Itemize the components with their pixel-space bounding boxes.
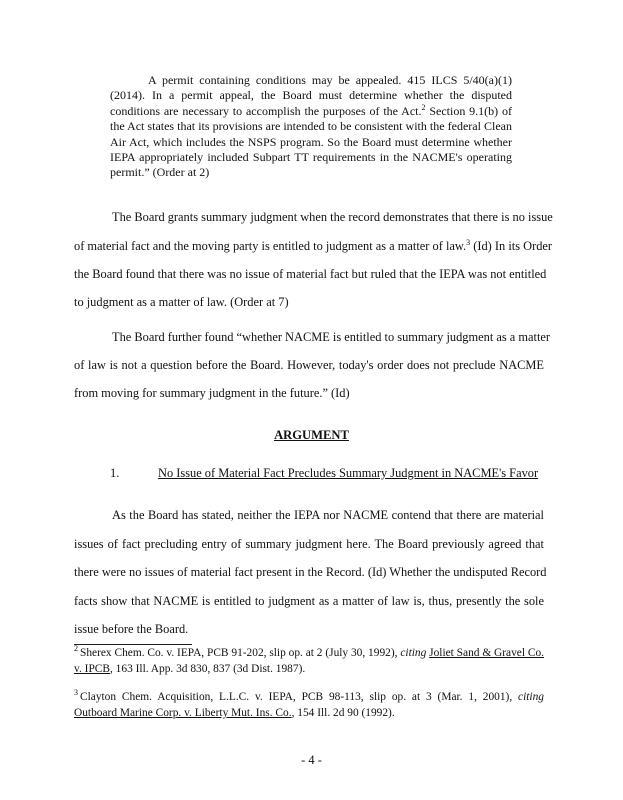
footnote-citing: citing xyxy=(400,647,427,659)
subsection-title: No Issue of Material Fact Precludes Summary Judgment in NACME's Favor xyxy=(158,466,539,480)
para1-line-3: the Board found that there was no issue of material fact but ruled that the IEPA was not entitled xyxy=(74,267,547,281)
page-number: - 4 - xyxy=(301,753,322,767)
section-heading: ARGUMENT xyxy=(274,428,349,442)
para3-line-3: there were no issues of material fact present in the Record. (Id) Whether the undisputed Record xyxy=(74,565,547,579)
para3-line-4: facts show that NACME is entitled to judgment as a matter of law is, thus, presently the sole xyxy=(74,594,544,608)
footnote-citing: citing xyxy=(518,691,544,703)
footnote-text: Clayton Chem. Acquisition, L.L.C. v. IEPA, PCB 98-113, slip op. at 3 (Mar. 1, 2001), xyxy=(80,691,519,703)
para1-line-1: The Board grants summary judgment when the record demonstrates that there is no issue xyxy=(112,210,553,224)
footnote-case-name: Joliet Sand & Gravel Co. v. IPCB xyxy=(74,647,545,675)
footnote-mark: 3 xyxy=(74,688,78,698)
para1-line-2 xyxy=(74,237,553,254)
para2-line-1: The Board further found “whether NACME is entitled to summary judgment as a matter xyxy=(112,330,551,344)
footnote-text: Sherex Chem. Co. v. IEPA, PCB 91-202, slip op. at 2 (July 30, 1992), xyxy=(80,647,401,659)
footnote-ref-3[interactable]: 3 xyxy=(466,237,471,247)
para2-line-2: of law is not a question before the Board. However, today's order does not preclude NACME xyxy=(74,358,544,372)
footnote-divider xyxy=(74,644,192,645)
para1-line-2-tail: (Id) In its Order xyxy=(470,239,553,253)
para1-line-2-text: of material fact and the moving party is entitled to judgment as a matter of law. xyxy=(74,239,467,253)
para1-line-4: to judgment as a matter of law. (Order at 7) xyxy=(74,295,289,309)
footnote-mark: 2 xyxy=(74,644,78,654)
footnote-case-name: Outboard Marine Corp. v. Liberty Mut. Ins. Co. xyxy=(74,706,292,719)
footnote-3 xyxy=(74,690,544,721)
para3-line-5: issue before the Board. xyxy=(74,622,189,636)
footnote-citation: , 154 Ill. 2d 90 (1992). xyxy=(291,706,395,719)
subsection-number: 1. xyxy=(110,466,120,480)
para3-line-1: As the Board has stated, neither the IEPA nor NACME contend that there are material xyxy=(112,508,544,522)
quote-text-2: Section 9.1(b) of the Act states that its provisions are intended to be consistent with the federal Clean Air Act, which includes the NSPS program. So the Board must determine whether IEPA appropriately included Subpart TT requirements in the NACME's operating permit.” (Order at 2) xyxy=(110,103,512,180)
subsection-heading xyxy=(110,466,550,481)
footnote-ref-2[interactable]: 2 xyxy=(421,102,426,112)
footnote-citation: , 163 Ill. App. 3d 830, 837 (3d Dist. 1987). xyxy=(109,662,306,675)
para2-line-3: from moving for summary judgment in the future.” (Id) xyxy=(74,386,350,400)
quote-text-1: A permit containing conditions may be appealed. 415 ILCS 5/40(a)(1) (2014). In a permit appeal, the Board must determine whether the disputed conditions are necessary to accomplish the purposes of the Act. xyxy=(110,73,512,118)
para3-line-2: issues of fact precluding entry of summary judgment here. The Board previously agreed that xyxy=(74,537,544,551)
block-quote xyxy=(110,73,512,181)
footnote-2 xyxy=(74,646,544,677)
